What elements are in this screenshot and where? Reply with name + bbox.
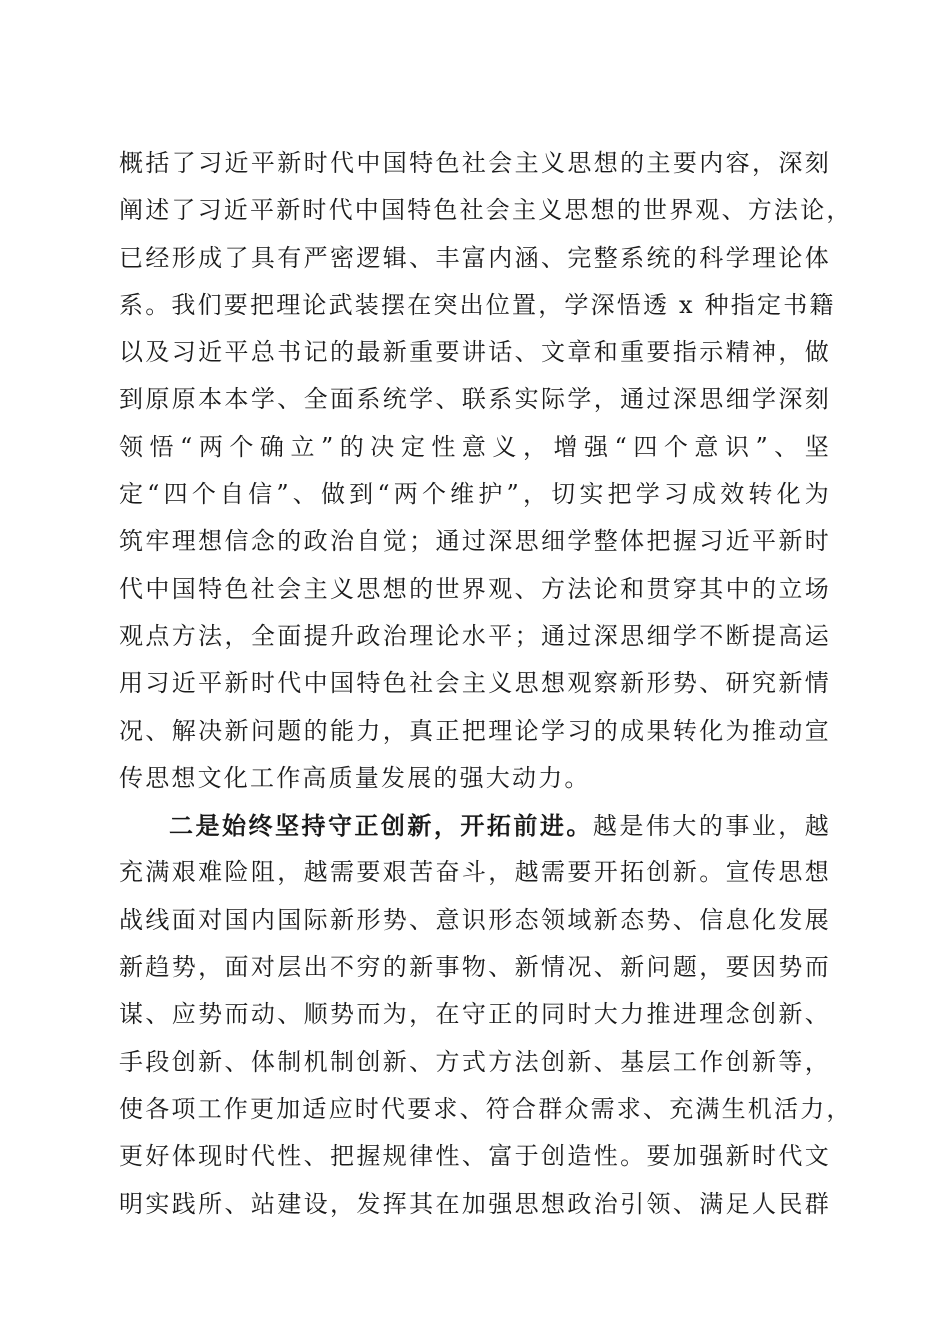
text-line: 已经形成了具有严密逻辑、丰富内涵、完整系统的科学理论体 <box>119 243 831 272</box>
text-line: 概括了习近平新时代中国特色社会主义思想的主要内容，深刻 <box>119 149 831 177</box>
text-line: 以及习近平总书记的最新重要讲话、文章和重要指示精神，做 <box>119 338 831 367</box>
text-line: 用习近平新时代中国特色社会主义思想观察新形势、研究新情 <box>119 669 831 698</box>
text-line: 观点方法，全面提升政治理论水平；通过深思细学不断提高运 <box>119 621 831 650</box>
paragraph-heading: 二是始终坚持守正创新，开拓前进。 <box>169 811 593 841</box>
text-line-first <box>119 802 831 849</box>
text-line: 阐述了习近平新时代中国特色社会主义思想的世界观、方法论， <box>119 196 853 225</box>
paragraph-2 <box>119 802 853 1228</box>
text-line: 筑牢理想信念的政治自觉；通过深思细学整体把握习近平新时 <box>119 527 831 556</box>
text-line: 新趋势，面对层出不穷的新事物、新情况、新问题，要因势而 <box>119 953 831 982</box>
body-text <box>119 140 853 1228</box>
text-line: 谋、应势而动、顺势而为，在守正的同时大力推进理念创新、 <box>119 1000 831 1029</box>
text-line: 况、解决新问题的能力，真正把理论学习的成果转化为推动宣 <box>119 716 831 745</box>
text-line: 手段创新、体制机制创新、方式方法创新、基层工作创新等， <box>119 1047 831 1076</box>
text-line: 领悟“两个确立”的决定性意义，增强“四个意识”、坚 <box>119 432 831 461</box>
heading-line-rest: 越是伟大的事业，越 <box>592 812 831 841</box>
text-line: 系。我们要把理论武装摆在突出位置，学深悟透 x 种指定书籍 <box>119 290 836 319</box>
paragraph-1 <box>119 140 853 802</box>
text-line: 到原原本本学、全面系统学、联系实际学，通过深思细学深刻 <box>119 385 831 414</box>
text-line: 更好体现时代性、把握规律性、富于创造性。要加强新时代文 <box>119 1142 831 1171</box>
text-line: 使各项工作更加适应时代要求、符合群众需求、充满生机活力， <box>119 1094 853 1123</box>
text-line: 战线面对国内国际新形势、意识形态领域新态势、信息化发展 <box>119 905 831 934</box>
text-line: 充满艰难险阻，越需要艰苦奋斗，越需要开拓创新。宣传思想 <box>119 858 831 887</box>
text-line: 定“四个自信”、做到“两个维护”，切实把学习成效转化为 <box>119 480 831 509</box>
text-line: 明实践所、站建设，发挥其在加强思想政治引领、满足人民群 <box>119 1189 831 1218</box>
text-line: 代中国特色社会主义思想的世界观、方法论和贯穿其中的立场 <box>119 574 831 603</box>
text-line-last: 传思想文化工作高质量发展的强大动力。 <box>119 763 591 792</box>
